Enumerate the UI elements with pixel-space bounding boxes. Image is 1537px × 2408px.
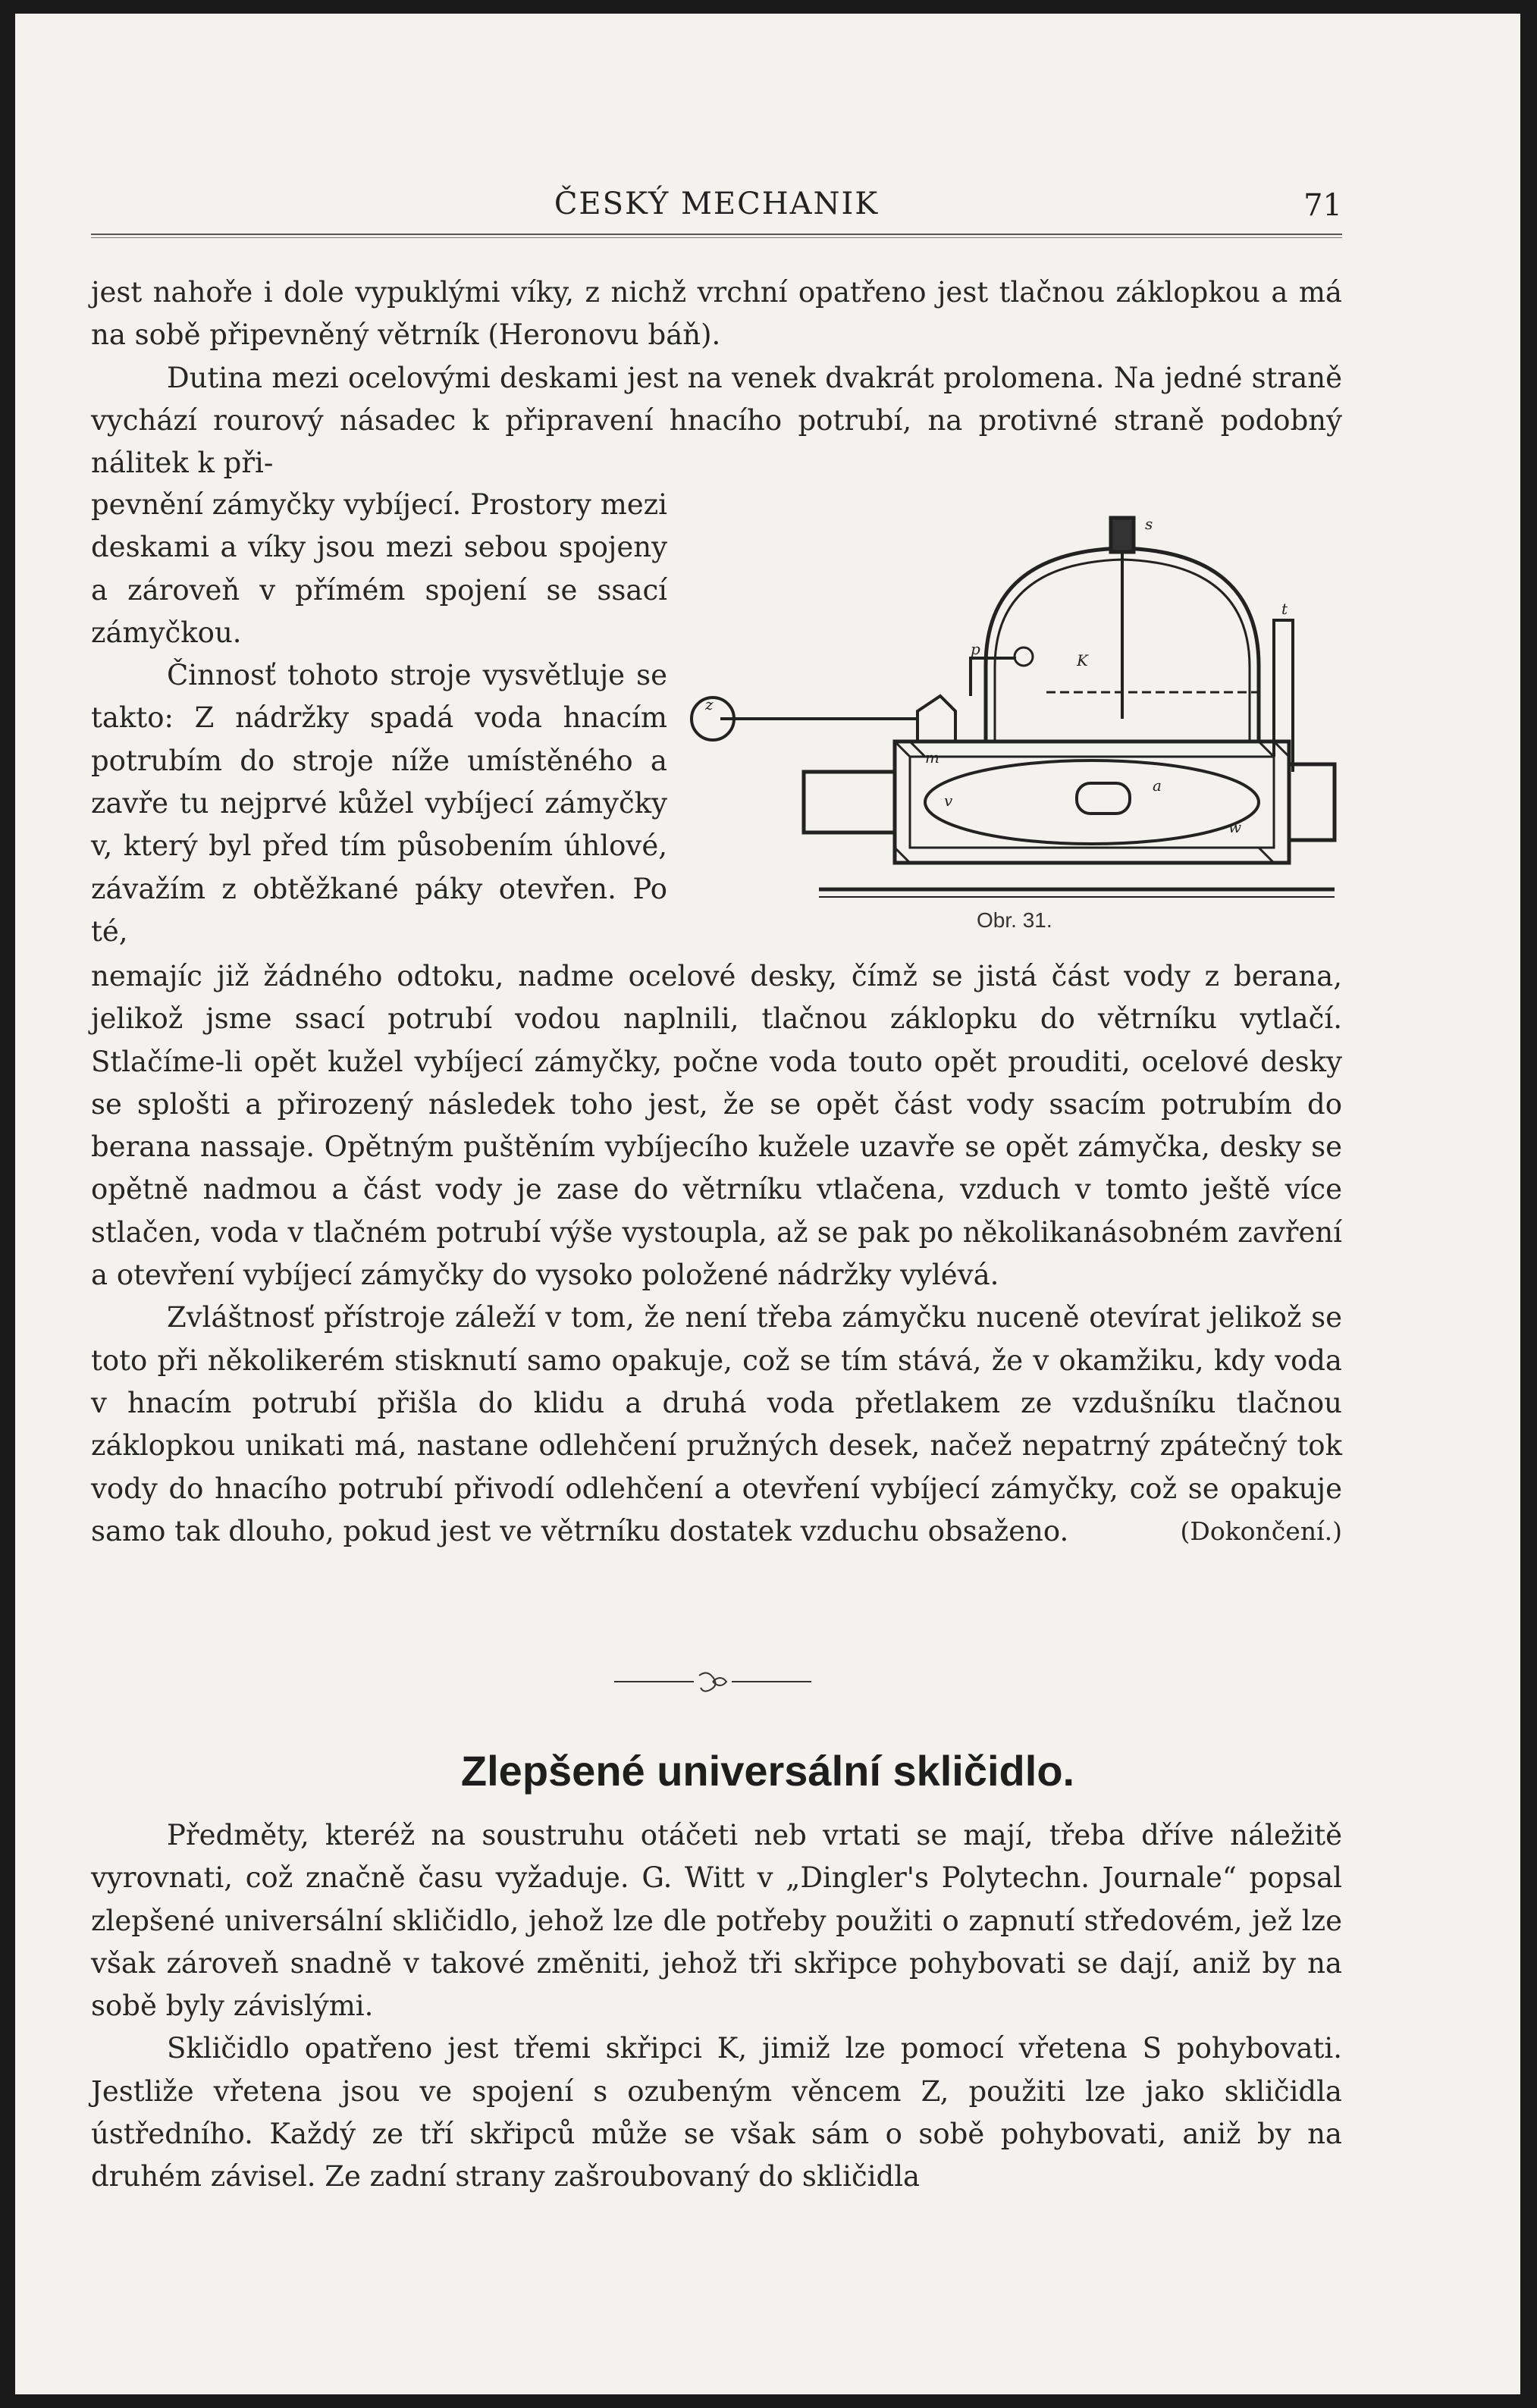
figure-label: p bbox=[971, 640, 980, 658]
figure-label: s bbox=[1145, 515, 1153, 533]
page-number: 71 bbox=[1303, 188, 1342, 223]
section-separator bbox=[614, 1666, 811, 1697]
paragraph: jest nahoře i dole vypuklými víky, z nichž vrchní opatřeno jest tlačnou záklopkou a má na sobě připevněný větrník (Heronovu báň). bbox=[91, 276, 1342, 352]
paragraph: Dutina mezi ocelovými deskami jest na venek dvakrát prolomena. Na jedné straně vychází rourový násadec k připravení hnacího potrubí, na protivné straně podobný nálitek k při- bbox=[91, 361, 1342, 480]
page bbox=[15, 14, 1520, 2394]
header-rule bbox=[91, 234, 1342, 238]
wrapped-text bbox=[91, 484, 667, 953]
paragraph: Činnosť tohoto stroje vysvětluje se takto: Z nádržky spadá voda hnacím potrubím do stroje níže umístěného a zavře tu nejprvé kůžel vybíjecí zámyčky v, který byl před tím působením úhlové, závažím z obtěžkané páky otevřen. Po té, bbox=[91, 659, 667, 948]
paragraph: nemajíc již žádného odtoku, nadme ocelové desky, čímž se jistá část vody z berana, jelikož jsme ssací potrubí vodou naplnili, tlačnou záklopku do větrníku vytlačí. Stlačíme-li opět kužel vybíjecí zámyčky, počne voda touto opět prouditi, ocelové desky se splošti a přirozený následek toho jest, že se opět část vody ssacím potrubím do berana nassaje. Opětným puštěním vybíjecího kužele uzavře se opět zámyčka, desky se opětně nadmou a část vody je zase do větrníku vtlačena, vzduch v tomto ještě více stlačen, voda v tlačném potrubí výše vystoupla, až se pak po několikanásobném zavření a otevření vybíjecí zámyčky do vysoko položené nádržky vylévá. bbox=[91, 960, 1342, 1292]
intro-text bbox=[91, 271, 1342, 484]
paragraph: Předměty, kteréž na soustruhu otáčeti neb vrtati se mají, třeba dříve náležitě vyrovnati, což značně času vyžaduje. G. Witt v „Dingler's Polytechn. Journale“ popsal zlepšené universální skličidlo, jehož lze dle potřeby použiti o zapnutí středovém, jež lze však zároveň snadně v takové změniti, jehož tři skřipce pohybovati se dají, aniž by na sobě byly závislými. bbox=[91, 1819, 1342, 2023]
article-title: Zlepšené universální skličidlo. bbox=[460, 1747, 1075, 1795]
figure-label: w bbox=[1228, 818, 1242, 836]
paragraph: Skličidlo opatřeno jest třemi skřipci K, jimiž lze pomocí vřetena S pohybovati. Jestliže vřetena jsou ve spojení s ozubeným věncem Z, použiti lze jako skličidla ústředního. Každý ze tří skřipců může se však sám o sobě pohybovati, aniž by na druhém závisel. Ze zadní strany zašroubovaný do skličidla bbox=[91, 2032, 1342, 2193]
continued-text bbox=[91, 955, 1342, 1553]
outlet-pipe bbox=[1289, 764, 1335, 840]
figure-label: a bbox=[1153, 776, 1162, 795]
top-valve bbox=[1111, 518, 1134, 552]
paragraph: pevnění zámyčky vybíjecí. Prostory mezi deskami a víky jsou mezi sebou spojeny a zároveň v přímém spojení se ssací zámyčkou. bbox=[91, 488, 667, 649]
paragraph-text: Zvláštnosť přístroje záleží v tom, že není třeba zámyčku nuceně otevírat jelikož se toto při několikerém stisknutí samo opakuje, což se tím stává, že v okamžiku, kdy voda v hnacím potrubí přišla do klidu a druhá voda přetlakem ze vzdušníku tlačnou záklopkou unikati má, nastane odlehčení pružných desek, načež nepatrný zpátečný tok vody do hnacího potrubí přivodí odlehčení a otevření vybíjecí zámyčky, což se opakuje samo tak dlouho, pokud jest ve větrníku dostatek vzduchu obsaženo. bbox=[91, 1301, 1342, 1547]
figure-caption: Obr. 31. bbox=[977, 908, 1052, 932]
figure-label: K bbox=[1077, 651, 1088, 669]
running-title: ČESKÝ MECHANIK bbox=[554, 187, 880, 221]
paragraph bbox=[91, 1296, 1342, 1553]
figure-label: v bbox=[944, 792, 953, 810]
figure-label: z bbox=[705, 695, 714, 713]
hydraulic-ram-figure bbox=[667, 469, 1342, 954]
inlet-pipe bbox=[804, 772, 895, 832]
figure-label: m bbox=[925, 748, 939, 767]
figure-label: t bbox=[1281, 600, 1288, 618]
page-header bbox=[91, 173, 1342, 226]
to-be-continued-note: (Dokončení.) bbox=[1180, 1516, 1342, 1546]
article-body bbox=[91, 1814, 1342, 2199]
